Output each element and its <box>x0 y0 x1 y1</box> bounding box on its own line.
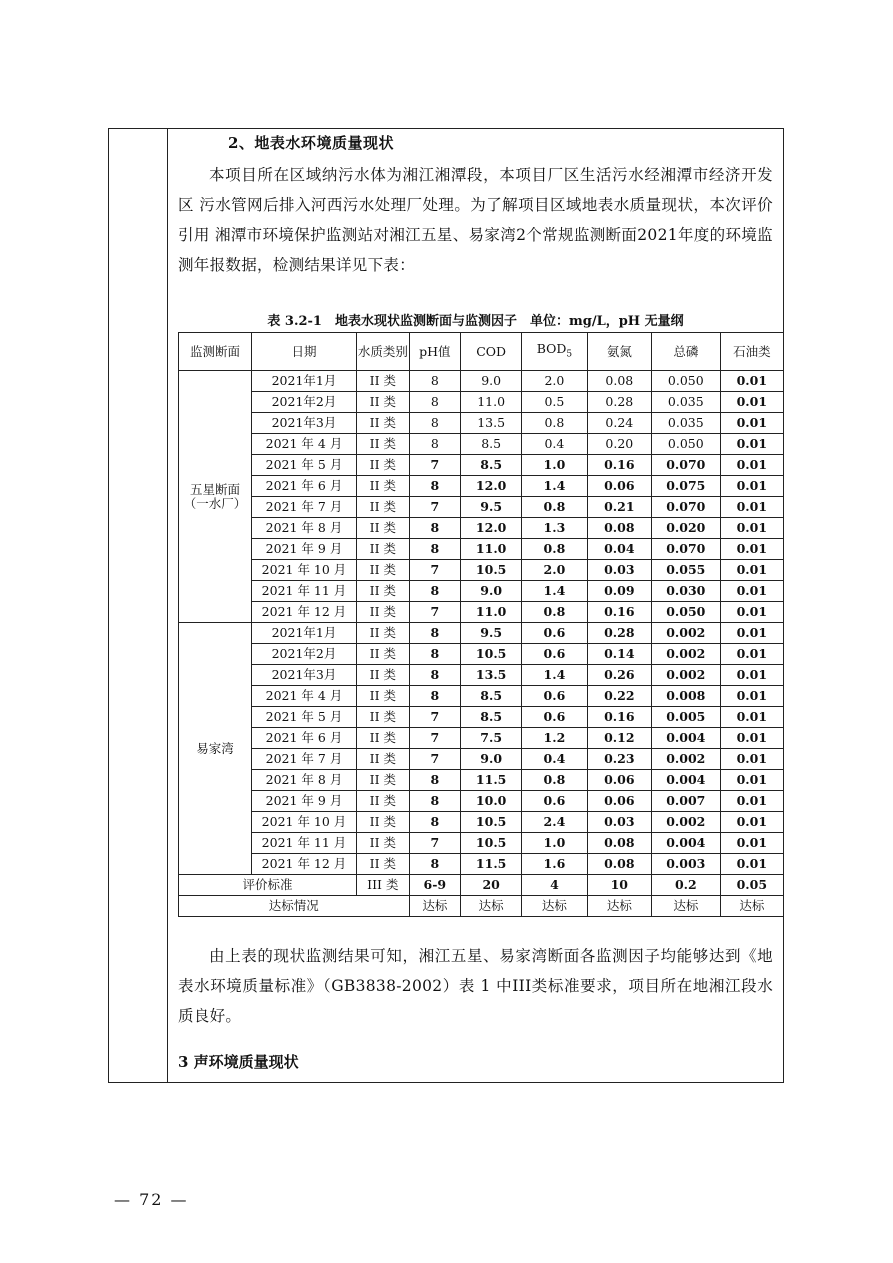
cell-ammonia: 0.08 <box>587 854 651 875</box>
cell-bod: 0.6 <box>522 707 587 728</box>
station-name: 易家湾 <box>179 623 252 875</box>
cell-ammonia: 0.03 <box>587 560 651 581</box>
table-row <box>179 770 784 791</box>
cell-bod: 2.0 <box>522 560 587 581</box>
cell-bod: 1.0 <box>522 833 587 854</box>
cell-ph: 7 <box>409 749 460 770</box>
intro-paragraph: 本项目所在区域纳污水体为湘江湘潭段，本项目厂区生活污水经湘潭市经济开发区 污水管网后排入河西污水处理厂处理。为了解项目区域地表水质量现状，本次评价引用 湘潭市环境保护监测站对湘江五星、易家湾2个常规监测断面2021年度的环境监测年报数据，检测结果详见下表： <box>178 166 773 274</box>
cell-tp: 0.002 <box>652 623 721 644</box>
cell-water-class: II 类 <box>357 455 410 476</box>
cell-ammonia: 0.22 <box>587 686 651 707</box>
table-row <box>179 623 784 644</box>
cell-tp: 0.050 <box>652 434 721 455</box>
table-row <box>179 812 784 833</box>
cell-oil: 0.01 <box>720 518 783 539</box>
cell-water-class: II 类 <box>357 833 410 854</box>
standard-oil: 0.05 <box>720 875 783 896</box>
table-row <box>179 854 784 875</box>
cell-water-class: II 类 <box>357 371 410 392</box>
cell-water-class: II 类 <box>357 581 410 602</box>
standard-tp: 0.2 <box>652 875 721 896</box>
compliance-ammonia: 达标 <box>587 896 651 917</box>
table-caption: 表 3.2-1 地表水现状监测断面与监测因子 单位：mg/L，pH 无量纲 <box>267 314 684 329</box>
cell-bod: 1.3 <box>522 518 587 539</box>
cell-tp: 0.055 <box>652 560 721 581</box>
station-name: 五星断面（一水厂） <box>179 371 252 623</box>
compliance-bod: 达标 <box>522 896 587 917</box>
cell-ph: 7 <box>409 455 460 476</box>
table-row <box>179 581 784 602</box>
cell-oil: 0.01 <box>720 707 783 728</box>
cell-water-class: II 类 <box>357 560 410 581</box>
cell-tp: 0.070 <box>652 539 721 560</box>
water-quality-table <box>178 332 784 917</box>
cell-ammonia: 0.04 <box>587 539 651 560</box>
cell-date: 2021年1月 <box>251 623 356 644</box>
cell-bod: 0.4 <box>522 749 587 770</box>
cell-cod: 11.0 <box>461 539 522 560</box>
cell-date: 2021年3月 <box>251 665 356 686</box>
table-row <box>179 413 784 434</box>
cell-date: 2021年3月 <box>251 413 356 434</box>
cell-ammonia: 0.03 <box>587 812 651 833</box>
table-row <box>179 539 784 560</box>
cell-ph: 8 <box>409 665 460 686</box>
page-number: — 72 — <box>114 1190 189 1209</box>
cell-date: 2021 年 4 月 <box>251 434 356 455</box>
table-row <box>179 833 784 854</box>
cell-bod: 0.8 <box>522 539 587 560</box>
cell-ammonia: 0.23 <box>587 749 651 770</box>
cell-cod: 13.5 <box>461 413 522 434</box>
cell-ph: 8 <box>409 434 460 455</box>
cell-ph: 8 <box>409 791 460 812</box>
cell-ph: 8 <box>409 644 460 665</box>
cell-cod: 8.5 <box>461 686 522 707</box>
cell-water-class: II 类 <box>357 770 410 791</box>
cell-cod: 8.5 <box>461 455 522 476</box>
cell-water-class: II 类 <box>357 602 410 623</box>
cell-ph: 7 <box>409 497 460 518</box>
cell-oil: 0.01 <box>720 854 783 875</box>
compliance-cod: 达标 <box>461 896 522 917</box>
header-bod <box>522 333 587 371</box>
cell-bod: 1.0 <box>522 455 587 476</box>
cell-date: 2021 年 12 月 <box>251 854 356 875</box>
cell-date: 2021 年 5 月 <box>251 455 356 476</box>
cell-ammonia: 0.16 <box>587 455 651 476</box>
cell-cod: 7.5 <box>461 728 522 749</box>
cell-tp: 0.002 <box>652 665 721 686</box>
cell-oil: 0.01 <box>720 749 783 770</box>
table-row <box>179 791 784 812</box>
compliance-tp: 达标 <box>652 896 721 917</box>
cell-oil: 0.01 <box>720 770 783 791</box>
cell-date: 2021 年 6 月 <box>251 728 356 749</box>
header-bod-sub: 5 <box>566 349 573 360</box>
cell-tp: 0.070 <box>652 497 721 518</box>
cell-bod: 0.6 <box>522 686 587 707</box>
standard-cod: 20 <box>461 875 522 896</box>
cell-cod: 10.5 <box>461 812 522 833</box>
cell-date: 2021 年 4 月 <box>251 686 356 707</box>
cell-tp: 0.005 <box>652 707 721 728</box>
cell-ammonia: 0.26 <box>587 665 651 686</box>
cell-water-class: II 类 <box>357 812 410 833</box>
standard-row <box>179 875 784 896</box>
cell-cod: 12.0 <box>461 476 522 497</box>
table-row <box>179 686 784 707</box>
cell-tp: 0.050 <box>652 602 721 623</box>
cell-tp: 0.004 <box>652 770 721 791</box>
cell-ammonia: 0.21 <box>587 497 651 518</box>
table-row <box>179 728 784 749</box>
cell-bod: 1.6 <box>522 854 587 875</box>
cell-bod: 2.0 <box>522 371 587 392</box>
cell-ammonia: 0.16 <box>587 707 651 728</box>
cell-tp: 0.004 <box>652 833 721 854</box>
cell-ph: 8 <box>409 539 460 560</box>
table-header-row <box>179 333 784 371</box>
cell-oil: 0.01 <box>720 497 783 518</box>
table-row <box>179 707 784 728</box>
cell-bod: 1.4 <box>522 665 587 686</box>
cell-tp: 0.002 <box>652 812 721 833</box>
cell-oil: 0.01 <box>720 392 783 413</box>
cell-oil: 0.01 <box>720 539 783 560</box>
cell-date: 2021 年 8 月 <box>251 770 356 791</box>
cell-ph: 8 <box>409 413 460 434</box>
cell-bod: 1.4 <box>522 476 587 497</box>
cell-date: 2021 年 8 月 <box>251 518 356 539</box>
cell-bod: 0.6 <box>522 644 587 665</box>
cell-ph: 7 <box>409 602 460 623</box>
cell-date: 2021 年 7 月 <box>251 749 356 770</box>
cell-ammonia: 0.16 <box>587 602 651 623</box>
cell-water-class: II 类 <box>357 749 410 770</box>
cell-tp: 0.050 <box>652 371 721 392</box>
standard-ph: 6-9 <box>409 875 460 896</box>
cell-date: 2021 年 10 月 <box>251 560 356 581</box>
cell-ammonia: 0.06 <box>587 770 651 791</box>
cell-cod: 9.0 <box>461 581 522 602</box>
cell-water-class: II 类 <box>357 497 410 518</box>
cell-water-class: II 类 <box>357 476 410 497</box>
cell-cod: 11.5 <box>461 770 522 791</box>
cell-cod: 11.0 <box>461 602 522 623</box>
cell-date: 2021年2月 <box>251 392 356 413</box>
header-oil: 石油类 <box>720 333 783 371</box>
cell-water-class: II 类 <box>357 707 410 728</box>
cell-bod: 0.8 <box>522 497 587 518</box>
cell-ammonia: 0.09 <box>587 581 651 602</box>
table-row <box>179 455 784 476</box>
cell-date: 2021 年 6 月 <box>251 476 356 497</box>
header-date: 日期 <box>251 333 356 371</box>
header-ph: pH值 <box>409 333 460 371</box>
cell-ph: 8 <box>409 623 460 644</box>
cell-tp: 0.030 <box>652 581 721 602</box>
cell-oil: 0.01 <box>720 413 783 434</box>
cell-oil: 0.01 <box>720 602 783 623</box>
cell-date: 2021 年 12 月 <box>251 602 356 623</box>
table-row <box>179 392 784 413</box>
cell-ammonia: 0.28 <box>587 392 651 413</box>
cell-water-class: II 类 <box>357 539 410 560</box>
cell-tp: 0.002 <box>652 644 721 665</box>
compliance-row <box>179 896 784 917</box>
cell-bod: 0.5 <box>522 392 587 413</box>
cell-tp: 0.075 <box>652 476 721 497</box>
section-3-heading: 3 声环境质量现状 <box>178 1053 299 1071</box>
cell-bod: 1.4 <box>522 581 587 602</box>
table-row <box>179 476 784 497</box>
table-row <box>179 644 784 665</box>
cell-tp: 0.035 <box>652 413 721 434</box>
cell-date: 2021 年 7 月 <box>251 497 356 518</box>
cell-ph: 8 <box>409 686 460 707</box>
cell-oil: 0.01 <box>720 476 783 497</box>
cell-bod: 0.8 <box>522 413 587 434</box>
cell-water-class: II 类 <box>357 434 410 455</box>
header-water-class: 水质类别 <box>357 333 410 371</box>
cell-ammonia: 0.28 <box>587 623 651 644</box>
cell-date: 2021年2月 <box>251 644 356 665</box>
cell-ammonia: 0.24 <box>587 413 651 434</box>
cell-water-class: II 类 <box>357 686 410 707</box>
cell-cod: 8.5 <box>461 434 522 455</box>
cell-tp: 0.070 <box>652 455 721 476</box>
cell-oil: 0.01 <box>720 644 783 665</box>
cell-date: 2021 年 11 月 <box>251 833 356 854</box>
cell-tp: 0.003 <box>652 854 721 875</box>
cell-ammonia: 0.20 <box>587 434 651 455</box>
standard-ammonia: 10 <box>587 875 651 896</box>
cell-cod: 9.0 <box>461 371 522 392</box>
table-row <box>179 497 784 518</box>
cell-oil: 0.01 <box>720 812 783 833</box>
cell-cod: 9.0 <box>461 749 522 770</box>
compliance-ph: 达标 <box>409 896 460 917</box>
cell-bod: 0.8 <box>522 770 587 791</box>
cell-cod: 9.5 <box>461 623 522 644</box>
cell-ph: 7 <box>409 728 460 749</box>
compliance-label: 达标情况 <box>179 896 410 917</box>
cell-ph: 7 <box>409 560 460 581</box>
table-row <box>179 434 784 455</box>
header-ammonia: 氨氮 <box>587 333 651 371</box>
cell-water-class: II 类 <box>357 665 410 686</box>
cell-ph: 7 <box>409 707 460 728</box>
cell-cod: 8.5 <box>461 707 522 728</box>
standard-class: III 类 <box>357 875 410 896</box>
cell-ammonia: 0.12 <box>587 728 651 749</box>
cell-bod: 0.6 <box>522 791 587 812</box>
compliance-oil: 达标 <box>720 896 783 917</box>
cell-ph: 8 <box>409 371 460 392</box>
table-row <box>179 371 784 392</box>
cell-date: 2021 年 5 月 <box>251 707 356 728</box>
cell-date: 2021 年 9 月 <box>251 539 356 560</box>
cell-date: 2021 年 11 月 <box>251 581 356 602</box>
cell-cod: 10.0 <box>461 791 522 812</box>
cell-date: 2021 年 10 月 <box>251 812 356 833</box>
cell-tp: 0.004 <box>652 728 721 749</box>
table-row <box>179 560 784 581</box>
cell-oil: 0.01 <box>720 434 783 455</box>
cell-bod: 1.2 <box>522 728 587 749</box>
cell-cod: 9.5 <box>461 497 522 518</box>
cell-ph: 8 <box>409 770 460 791</box>
cell-cod: 10.5 <box>461 833 522 854</box>
cell-ph: 8 <box>409 812 460 833</box>
left-column <box>109 129 168 1082</box>
table-row <box>179 749 784 770</box>
cell-water-class: II 类 <box>357 644 410 665</box>
cell-water-class: II 类 <box>357 728 410 749</box>
cell-tp: 0.002 <box>652 749 721 770</box>
cell-ph: 8 <box>409 854 460 875</box>
cell-ammonia: 0.08 <box>587 518 651 539</box>
cell-ph: 8 <box>409 392 460 413</box>
cell-oil: 0.01 <box>720 686 783 707</box>
cell-ammonia: 0.06 <box>587 791 651 812</box>
cell-ph: 7 <box>409 833 460 854</box>
cell-oil: 0.01 <box>720 581 783 602</box>
cell-oil: 0.01 <box>720 560 783 581</box>
cell-ammonia: 0.08 <box>587 371 651 392</box>
conclusion-paragraph: 由上表的现状监测结果可知，湘江五星、易家湾断面各监测因子均能够达到《地表水环境质量标准》（GB3838-2002）表 1 中III类标准要求，项目所在地湘江段水质良好。 <box>178 947 773 1025</box>
cell-tp: 0.035 <box>652 392 721 413</box>
cell-cod: 11.5 <box>461 854 522 875</box>
cell-water-class: II 类 <box>357 518 410 539</box>
cell-bod: 0.8 <box>522 602 587 623</box>
cell-ammonia: 0.14 <box>587 644 651 665</box>
cell-bod: 2.4 <box>522 812 587 833</box>
cell-ph: 8 <box>409 518 460 539</box>
cell-oil: 0.01 <box>720 728 783 749</box>
table-row <box>179 665 784 686</box>
cell-tp: 0.007 <box>652 791 721 812</box>
cell-oil: 0.01 <box>720 371 783 392</box>
cell-oil: 0.01 <box>720 455 783 476</box>
header-section: 监测断面 <box>179 333 252 371</box>
cell-oil: 0.01 <box>720 623 783 644</box>
standard-bod: 4 <box>522 875 587 896</box>
cell-cod: 10.5 <box>461 560 522 581</box>
table-row <box>179 518 784 539</box>
cell-date: 2021年1月 <box>251 371 356 392</box>
section-2-heading: 2、地表水环境质量现状 <box>228 134 394 152</box>
cell-cod: 13.5 <box>461 665 522 686</box>
header-bod-main: BOD <box>536 340 567 356</box>
cell-water-class: II 类 <box>357 392 410 413</box>
cell-ammonia: 0.08 <box>587 833 651 854</box>
header-tp: 总磷 <box>652 333 721 371</box>
cell-water-class: II 类 <box>357 791 410 812</box>
cell-water-class: II 类 <box>357 413 410 434</box>
header-cod: COD <box>461 333 522 371</box>
cell-oil: 0.01 <box>720 791 783 812</box>
cell-tp: 0.020 <box>652 518 721 539</box>
cell-oil: 0.01 <box>720 665 783 686</box>
cell-tp: 0.008 <box>652 686 721 707</box>
cell-date: 2021 年 9 月 <box>251 791 356 812</box>
cell-ammonia: 0.06 <box>587 476 651 497</box>
cell-oil: 0.01 <box>720 833 783 854</box>
cell-cod: 10.5 <box>461 644 522 665</box>
content-frame <box>108 128 784 1083</box>
cell-bod: 0.4 <box>522 434 587 455</box>
cell-water-class: II 类 <box>357 854 410 875</box>
cell-ph: 8 <box>409 581 460 602</box>
cell-cod: 11.0 <box>461 392 522 413</box>
table-row <box>179 602 784 623</box>
cell-ph: 8 <box>409 476 460 497</box>
cell-cod: 12.0 <box>461 518 522 539</box>
cell-bod: 0.6 <box>522 623 587 644</box>
standard-label: 评价标准 <box>179 875 357 896</box>
cell-water-class: II 类 <box>357 623 410 644</box>
